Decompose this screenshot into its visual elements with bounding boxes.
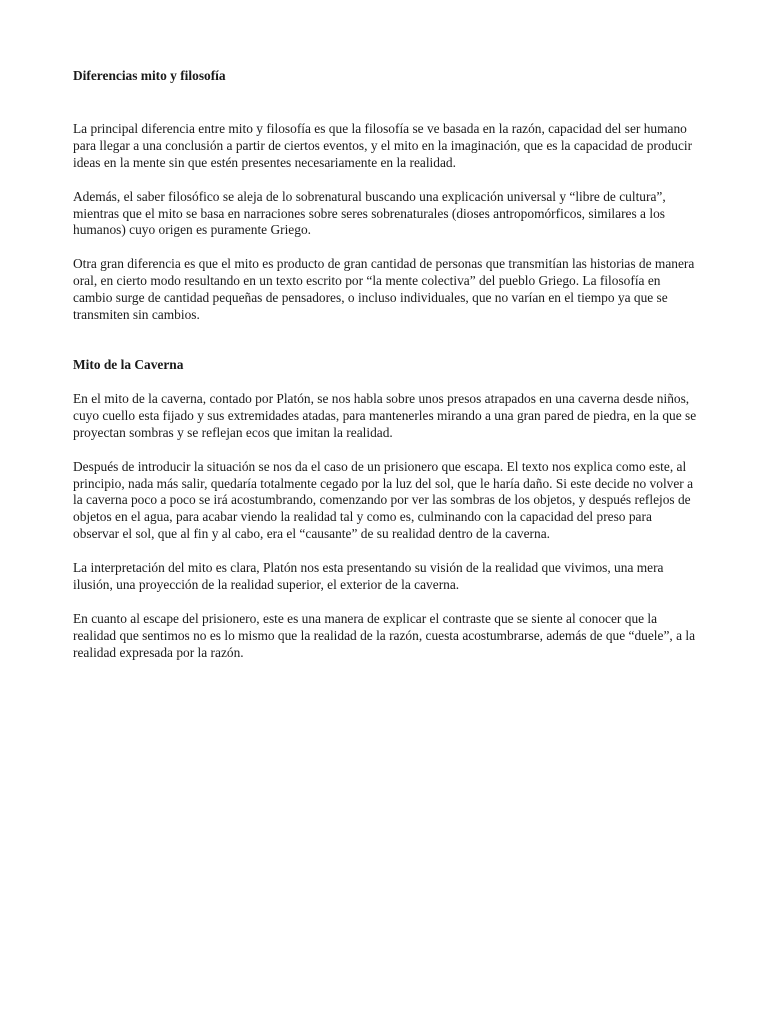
spacer (73, 442, 697, 459)
paragraph-caverna-2: Después de introducir la situación se nos da el caso de un prisionero que escapa. El texto nos explica como este, al principio, nada más salir, quedaría totalmente cegado por la luz del sol, que le haría daño. Si este decide no volver a la caverna poco a poco se irá acostumbrando, comenzando por ver las sombras de los objetos, y después reflejos de objetos en el agua, para acabar viendo la realidad tal y como es, culminando con la capacidad del preso para observar el sol, que al fin y al cabo, era el “causante” de su realidad dentro de la caverna. (73, 458, 694, 542)
paragraph-caverna-1: En el mito de la caverna, contado por Platón, se nos habla sobre unos presos atrapados en una caverna desde niños, cuyo cuello esta fijado y sus extremidades atadas, para mantenerles mirando a una gran pared de piedra, en la que se proyectan sombras y se reflejan ecos que imitan la realidad. (73, 390, 697, 440)
section-title-caverna: Mito de la Caverna (73, 356, 184, 372)
paragraph-diferencias-3: Otra gran diferencia es que el mito es producto de gran cantidad de personas que transmitían las historias de manera oral, en cierto modo resultando en un texto escrito por “la mente colectiva” del pueblo Griego. La filosofía en cambio surge de cantidad pequeñas de pensadores, o incluso individuales, que no varían en el tiempo ya que se transmiten sin cambios. (73, 256, 695, 323)
spacer (73, 239, 697, 256)
spacer (73, 374, 697, 391)
spacer (73, 594, 697, 611)
spacer (73, 85, 697, 121)
spacer (73, 172, 697, 189)
document-body (73, 68, 697, 662)
spacer (73, 543, 697, 560)
paragraph-diferencias-2: Además, el saber filosófico se aleja de lo sobrenatural buscando una explicación universal y “libre de cultura”, mientras que el mito se basa en narraciones sobre seres sobrenaturales (dioses antropomórficos, similares a los humanos) cuyo origen es puramente Griego. (73, 188, 666, 238)
paragraph-diferencias-1: La principal diferencia entre mito y filosofía es que la filosofía se ve basada en la razón, capacidad del ser humano para llegar a una conclusión a partir de ciertos eventos, y el mito en la imaginación, que es la capacidad de producir ideas en la mente sin que estén presentes necesariamente en la realidad. (73, 120, 693, 170)
paragraph-caverna-3: La interpretación del mito es clara, Platón nos esta presentando su visión de la realidad que vivimos, una mera ilusión, una proyección de la realidad superior, el exterior de la caverna. (73, 560, 664, 593)
section-title-diferencias: Diferencias mito y filosofía (73, 68, 226, 83)
spacer (73, 324, 697, 357)
paragraph-caverna-4: En cuanto al escape del prisionero, este es una manera de explicar el contraste que se siente al conocer que la realidad que sentimos no es lo mismo que la realidad de la razón, cuesta acostumbrarse, además de que “duele”, a la realidad expresada por la razón. (73, 610, 696, 660)
